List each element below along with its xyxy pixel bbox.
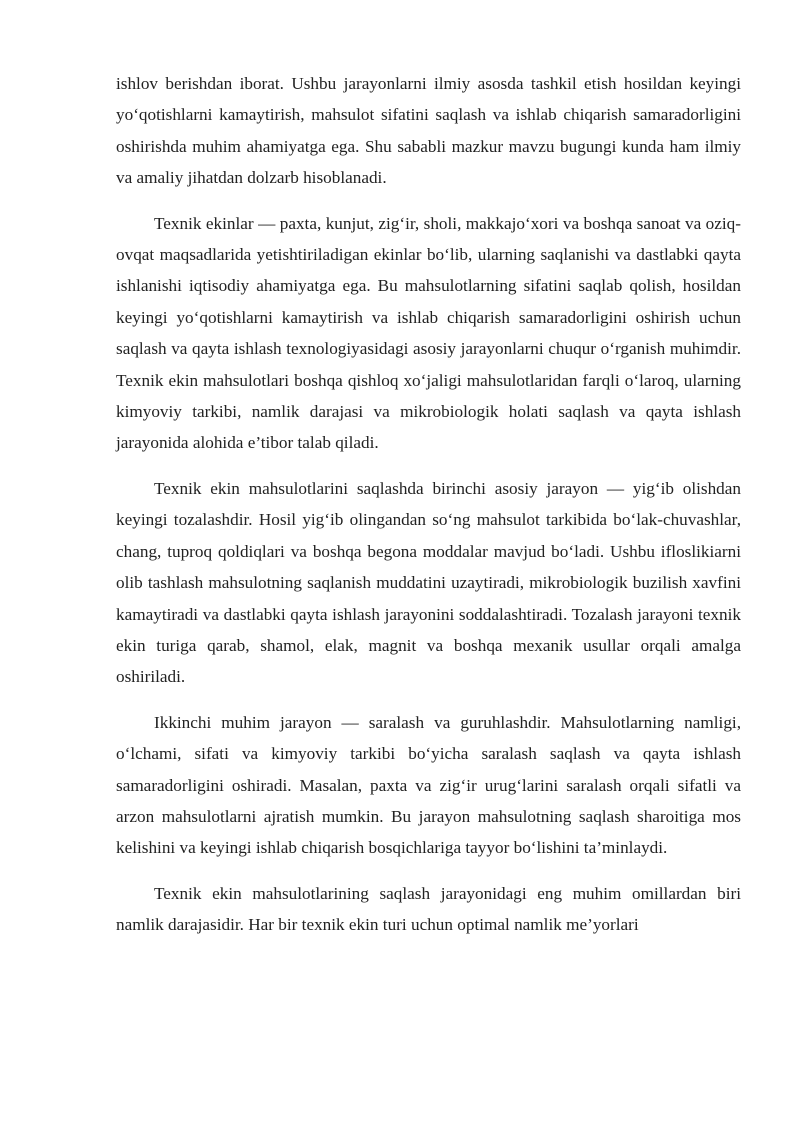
paragraph-5: Texnik ekin mahsulotlarining saqlash jarayonidagi eng muhim omillardan biri namlik darajasidir. Har bir texnik ekin turi uchun optimal namlik me’yorlari: [116, 883, 741, 935]
paragraph-3: Texnik ekin mahsulotlarini saqlashda birinchi asosiy jarayon — yig‘ib olishdan keyingi tozalashdir. Hosil yig‘ib olingandan so‘ng mahsulot tarkibida bo‘lak-chuvashlar, chang, tuproq qoldiqlari va boshqa begona moddalar mavjud bo‘ladi. Ushbu ifloslikiarni olib tashlash mahsulotning saqlanish muddatini uzaytiradi, mikrobiologik buzilish xavfini kamaytiradi va dastlabki qayta ishlash jarayonini soddalashtiradi. Tozalash jarayoni texnik ekin turiga qarab, shamol, elak, magnit va boshqa mexanik usullar orqali amalga oshiriladi.: [116, 478, 741, 687]
paragraph-4: Ikkinchi muhim jarayon — saralash va guruhlashdir. Mahsulotlarning namligi, o‘lchami, sifati va kimyoviy tarkibi bo‘yicha saralash saqlash va qayta ishlash samaradorligini oshiradi. Masalan, paxta va zig‘ir urug‘larini saralash orqali sifatli va arzon mahsulotlarni ajratish mumkin. Bu jarayon mahsulotning saqlash sharoitiga mos kelishini va keyingi ishlab chiqarish bosqichlariga tayyor bo‘lishini ta’minlaydi.: [116, 712, 741, 858]
paragraph-2: Texnik ekinlar — paxta, kunjut, zig‘ir, sholi, makkajo‘xori va boshqa sanoat va oziq-ovqat maqsadlarida yetishtiriladigan ekinlar bo‘lib, ularning saqlanishi va dastlabki qayta ishlanishi iqtisodiy ahamiyatga ega. Bu mahsulotlarning sifatini saqlab qolish, hosildan keyingi yo‘qotishlarni kamaytirish va ishlab chiqarish samaradorligini oshirish uchun saqlash va qayta ishlash texnologiyasidagi asosiy jarayonlarni chuqur o‘rganish muhimdir. Texnik ekin mahsulotlari boshqa qishloq xo‘jaligi mahsulotlaridan farqli o‘laroq, ularning kimyoviy tarkibi, namlik darajasi va mikrobiologik holati saqlash va qayta ishlash jarayonida alohida e’tibor talab qiladi.: [116, 213, 741, 453]
paragraph-1: ishlov berishdan iborat. Ushbu jarayonlarni ilmiy asosda tashkil etish hosildan keyingi yo‘qotishlarni kamaytirish, mahsulot sifatini saqlash va ishlab chiqarish samaradorligini oshirishda muhim ahamiyatga ega. Shu sababli mazkur mavzu bugungi kunda ham ilmiy va amaliy jihatdan dolzarb hisoblanadi.: [116, 74, 741, 188]
